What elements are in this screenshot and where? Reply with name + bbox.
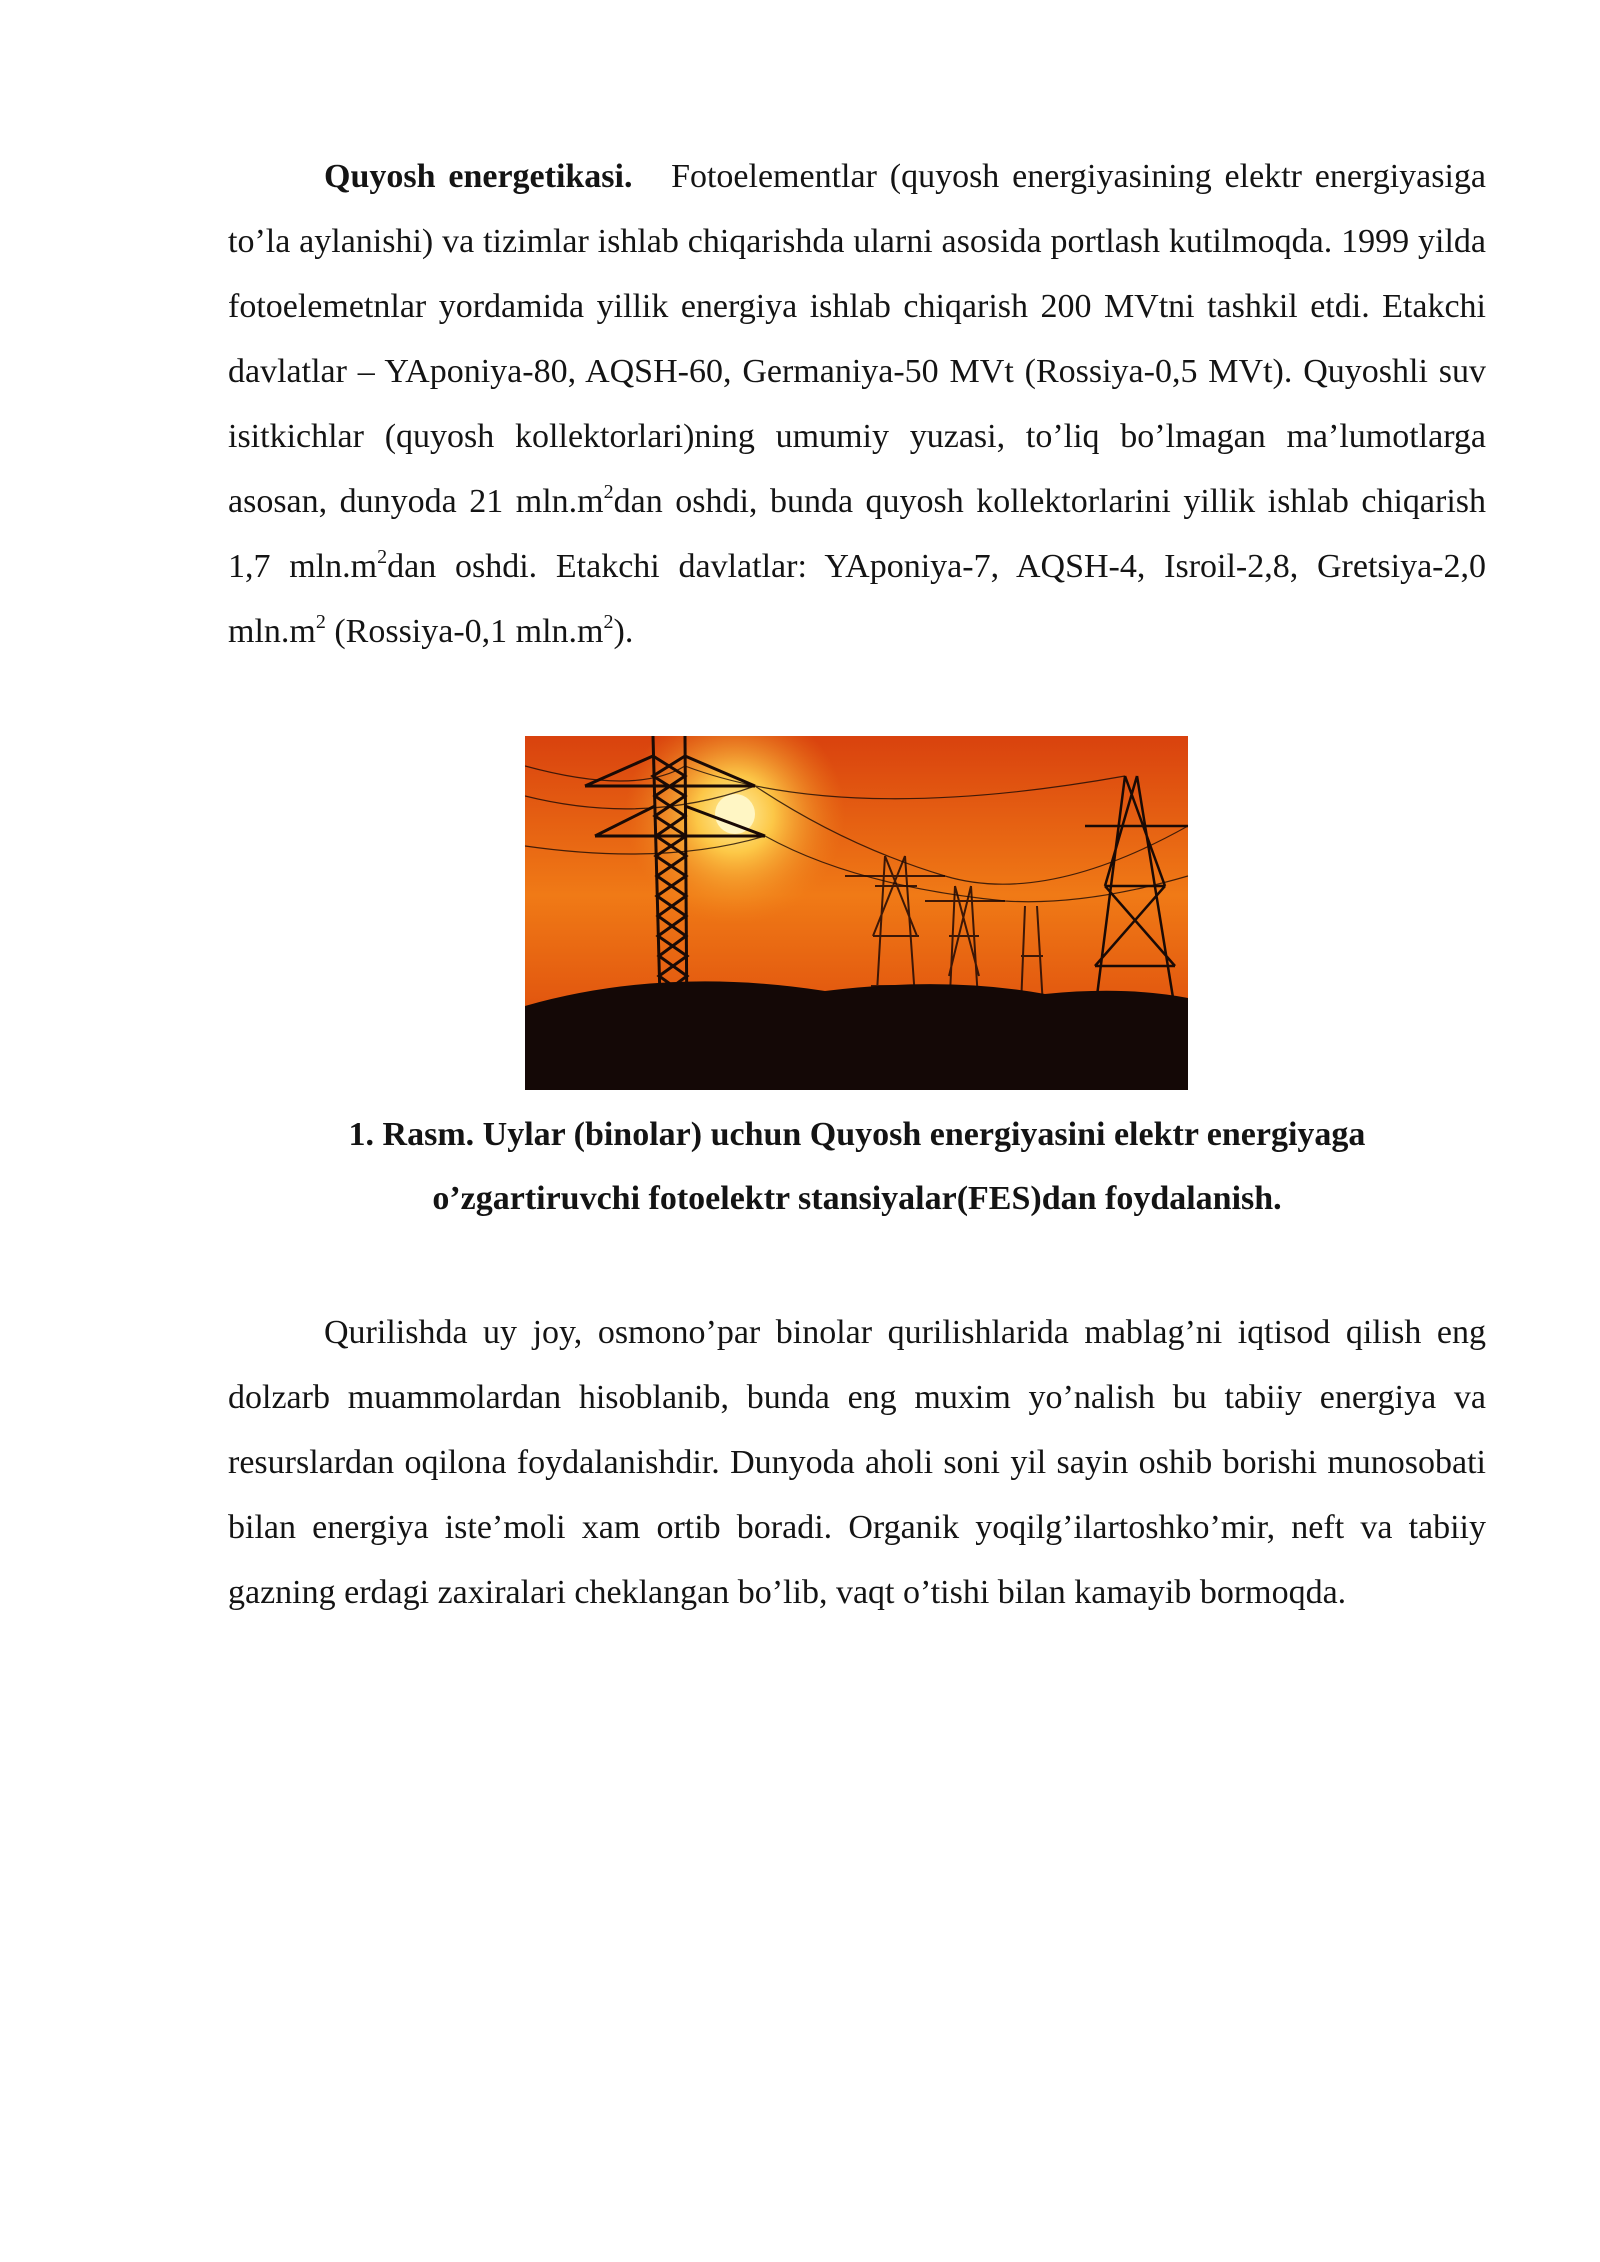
paragraph-construction: [228, 1300, 1486, 1625]
figure-caption: [228, 1103, 1486, 1231]
section-heading: Quyosh energetikasi.: [324, 158, 633, 195]
paragraph-text: dan oshdi, bunda quyosh kollektorlarini yillik ishlab chiqarish 1,7 mln.m: [228, 483, 1486, 585]
caption-line-1: 1. Rasm. Uylar (binolar) uchun Quyosh energiyasini elektr energiyaga: [348, 1116, 1366, 1153]
paragraph-text: ).: [613, 613, 634, 650]
superscript: 2: [315, 610, 326, 633]
power-lines-sunset-photo: [525, 736, 1188, 1090]
paragraph-text: dan oshdi. Etakchi davlatlar: YAponiya-7, AQSH-4, Isroil-2,8, Gretsiya-2,0 mln.m: [228, 548, 1486, 650]
superscript: 2: [603, 610, 614, 633]
superscript: 2: [377, 545, 388, 568]
caption-line-2: o’zgartiruvchi fotoelektr stansiyalar(FES)dan foydalanish.: [432, 1180, 1282, 1217]
paragraph-text: Fotoelementlar (quyosh energiyasining elektr energiyasiga to’la aylanishi) va tizimlar ishlab chiqarishda ularni asosida portlash kutilmoqda. 1999 yilda fotoelemetnlar yordamida yillik energiya ishlab chiqarish 200 MVtni tashkil etdi. Etakchi davlatlar – YAponiya-80, AQSH-60, Germaniya-50 MVt (Rossiya-0,5 MVt). Quyoshli suv isitkichlar (quyosh kollektorlari)ning umumiy yuzasi, to’liq bo’lmagan ma’lumotlarga asosan, dunyoda 21 mln.m: [228, 158, 1487, 520]
superscript: 2: [603, 480, 614, 503]
paragraph-solar-energy: [228, 144, 1486, 664]
paragraph-text: Qurilishda uy joy, osmono’par binolar qurilishlarida mablag’ni iqtisod qilish eng dolzarb muammolardan hisoblanib, bunda eng muxim yo’nalish bu tabiiy energiya va resurslardan oqilona foydalanishdir. Dunyoda aholi soni yil sayin oshib borishi munosobati bilan energiya iste’moli xam ortib boradi. Organik yoqilg’ilartoshko’mir, neft va tabiiy gazning erdagi zaxiralari cheklangan bo’lib, vaqt o’tishi bilan kamayib bormoqda.: [228, 1314, 1486, 1611]
paragraph-text: (Rossiya-0,1 mln.m: [325, 613, 604, 650]
